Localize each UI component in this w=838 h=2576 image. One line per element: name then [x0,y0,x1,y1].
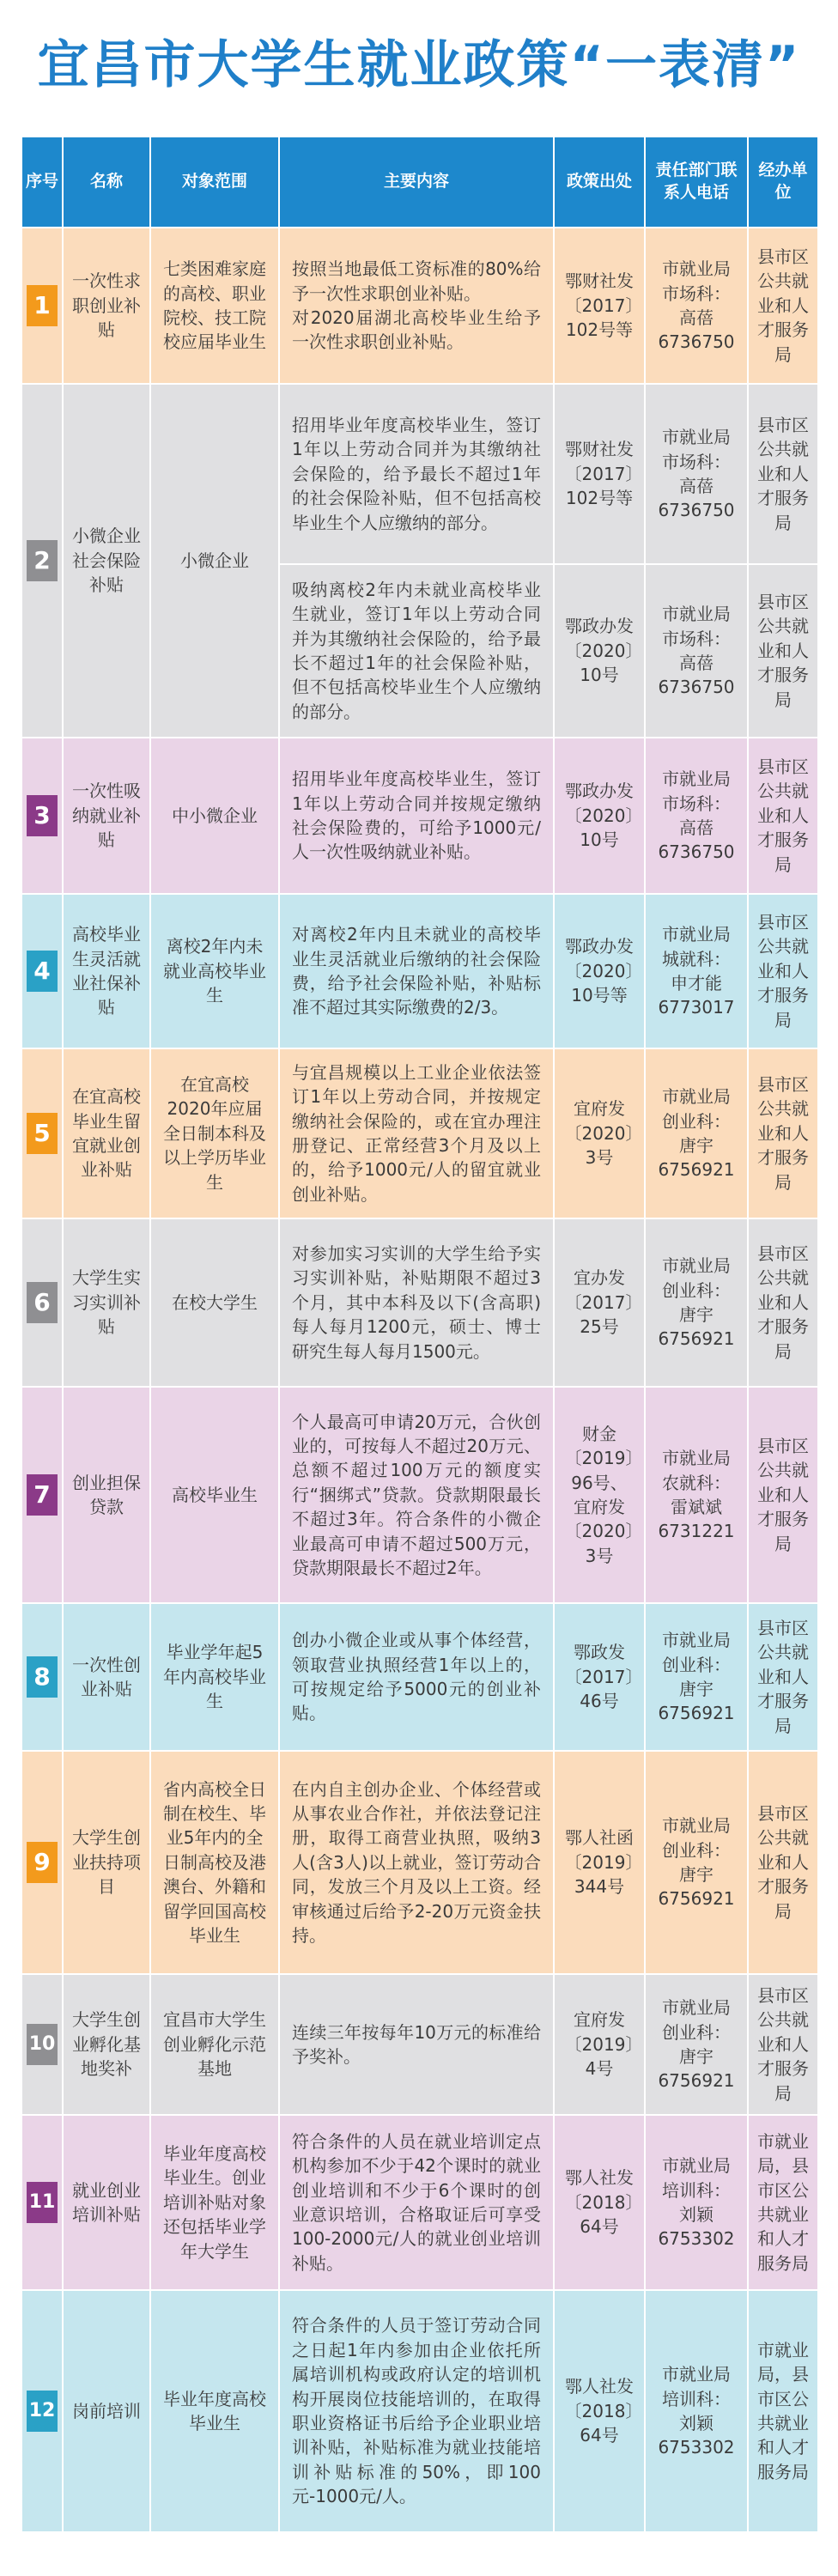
row-number-badge: 3 [27,795,58,836]
table-row [21,1048,818,1218]
header-agency: 经办单位 [748,137,818,228]
table-header-row [21,137,818,228]
policy-source: 鄂政办发〔2020〕10号 [554,564,645,738]
table-row [21,2115,818,2290]
row-number-badge: 9 [27,1842,58,1883]
table-row [21,1603,818,1751]
row-number-badge: 2 [27,540,58,581]
policy-name: 大学生创业孵化基地奖补 [63,1974,150,2115]
policy-name: 一次性创业补贴 [63,1603,150,1751]
row-number-cell [21,1974,63,2115]
policy-scope: 毕业年度高校毕业生 [150,2290,279,2532]
row-number-badge: 7 [27,1474,58,1516]
row-number-cell [21,2115,63,2290]
policy-name: 一次性求职创业补贴 [63,228,150,384]
row-number-cell [21,1387,63,1603]
policy-name: 大学生创业扶持项目 [63,1751,150,1974]
policy-contact: 市就业局创业科：唐宇 6756921 [645,1603,748,1751]
header-scope: 对象范围 [150,137,279,228]
policy-content: 招用毕业年度高校毕业生，签订1年以上劳动合同并为其缴纳社会保险的，给予最长不超过1年的社会保险补贴，但不包括高校毕业生个人应缴纳的部分。 [279,384,554,564]
policy-name: 岗前培训 [63,2290,150,2532]
policy-agency: 县市区公共就业和人才服务局 [748,738,818,894]
policy-scope: 在校大学生 [150,1218,279,1387]
policy-content: 符合条件的人员在就业培训定点机构参加不少于42个课时的就业创业培训和不少于6个课时的创业意识培训，合格取证后可享受100-2000元/人的就业创业培训补贴。 [279,2115,554,2290]
policy-contact: 市就业局市场科：高蓓 6736750 [645,228,748,384]
policy-scope: 高校毕业生 [150,1387,279,1603]
page-title: 宜昌市大学生就业政策“一表清” [37,35,801,95]
policy-agency: 县市区公共就业和人才服务局 [748,1603,818,1751]
policy-name: 小微企业社会保险补贴 [63,384,150,738]
policy-agency: 县市区公共就业和人才服务局 [748,1751,818,1974]
policy-source: 鄂人社发〔2018〕64号 [554,2290,645,2532]
policy-agency: 县市区公共就业和人才服务局 [748,564,818,738]
policy-agency: 市就业局，县市区公共就业和人才服务局 [748,2115,818,2290]
policy-contact: 市就业局创业科：唐宇 6756921 [645,1048,748,1218]
policy-agency: 县市区公共就业和人才服务局 [748,384,818,564]
row-number-cell [21,1751,63,1974]
policy-content: 对离校2年内且未就业的高校毕业生灵活就业后缴纳的社会保险费，给予社会保险补贴，补贴标准不超过其实际缴费的2/3。 [279,894,554,1048]
policy-contact: 市就业局创业科：唐宇 6756921 [645,1751,748,1974]
header-content: 主要内容 [279,137,554,228]
row-number-badge: 8 [27,1656,58,1698]
policy-content: 与宜昌规模以上工业企业依法签订1年以上劳动合同，并按规定缴纳社会保险的，或在宜办理注册登记、正常经营3个月及以上的，给予1000元/人的留宜就业创业补贴。 [279,1048,554,1218]
table-row [21,894,818,1048]
table-row [21,384,818,564]
row-number-badge: 11 [27,2182,58,2223]
policy-table [21,136,819,2533]
policy-agency: 县市区公共就业和人才服务局 [748,1048,818,1218]
policy-contact: 市就业局培训科：刘颖 6753302 [645,2290,748,2532]
policy-contact: 市就业局创业科：唐宇 6756921 [645,1218,748,1387]
policy-name: 创业担保贷款 [63,1387,150,1603]
policy-agency: 县市区公共就业和人才服务局 [748,1387,818,1603]
row-number-cell [21,894,63,1048]
policy-content: 符合条件的人员于签订劳动合同之日起1年内参加由企业依托所属培训机构或政府认定的培训机构开展岗位技能培训的，在取得职业资格证书后给予企业职业培训补贴，补贴标准为就业技能培训补贴标准的50%，即100元-1000元/人。 [279,2290,554,2532]
policy-source: 鄂财社发〔2017〕102号等 [554,228,645,384]
policy-contact: 市就业局培训科：刘颖 6753302 [645,2115,748,2290]
policy-name: 高校毕业生灵活就业社保补贴 [63,894,150,1048]
row-number-cell [21,1048,63,1218]
row-number-badge: 1 [27,285,58,326]
table-row [21,738,818,894]
table-row [21,1218,818,1387]
table-row [21,1974,818,2115]
row-number-cell [21,384,63,738]
policy-scope: 宜昌市大学生创业孵化示范基地 [150,1974,279,2115]
policy-scope: 离校2年内未就业高校毕业生 [150,894,279,1048]
policy-agency: 县市区公共就业和人才服务局 [748,894,818,1048]
row-number-badge: 6 [27,1282,58,1323]
policy-scope: 七类困难家庭的高校、职业院校、技工院校应届毕业生 [150,228,279,384]
policy-contact: 市就业局创业科：唐宇 6756921 [645,1974,748,2115]
policy-contact: 市就业局市场科：高蓓 6736750 [645,738,748,894]
row-number-cell [21,1218,63,1387]
policy-source: 宜府发〔2019〕4号 [554,1974,645,2115]
policy-source: 宜办发〔2017〕25号 [554,1218,645,1387]
policy-scope: 省内高校全日制在校生、毕业5年内的全日制高校及港澳台、外籍和留学回国高校毕业生 [150,1751,279,1974]
policy-content: 按照当地最低工资标准的80%给予一次性求职创业补贴。 对2020届湖北高校毕业生给予一次性求职创业补贴。 [279,228,554,384]
row-number-cell [21,2290,63,2532]
policy-scope: 小微企业 [150,384,279,738]
policy-content: 创办小微企业或从事个体经营，领取营业执照经营1年以上的，可按规定给予5000元的创业补贴。 [279,1603,554,1751]
row-number-badge: 5 [27,1113,58,1154]
policy-content: 对参加实习实训的大学生给予实习实训补贴，补贴期限不超过3个月，其中本科及以下(含高职)每人每月1200元，硕士、博士研究生每人每月1500元。 [279,1218,554,1387]
row-number-badge: 4 [27,951,58,992]
policy-source: 鄂政办发〔2020〕10号等 [554,894,645,1048]
policy-agency: 县市区公共就业和人才服务局 [748,1218,818,1387]
header-source: 政策出处 [554,137,645,228]
table-row [21,1387,818,1603]
policy-content: 招用毕业年度高校毕业生，签订1年以上劳动合同并按规定缴纳社会保险费的，可给予1000元/人一次性吸纳就业补贴。 [279,738,554,894]
policy-agency: 市就业局，县市区公共就业和人才服务局 [748,2290,818,2532]
row-number-cell [21,228,63,384]
policy-scope: 毕业年度高校毕业生。创业培训补贴对象还包括毕业学年大学生 [150,2115,279,2290]
policy-source: 鄂人社发〔2018〕64号 [554,2115,645,2290]
policy-scope: 中小微企业 [150,738,279,894]
row-number-cell [21,1603,63,1751]
policy-source: 鄂政发〔2017〕46号 [554,1603,645,1751]
row-number-badge: 12 [27,2391,58,2432]
policy-contact: 市就业局城就科：申才能 6773017 [645,894,748,1048]
policy-name: 大学生实习实训补贴 [63,1218,150,1387]
policy-content: 吸纳离校2年内未就业高校毕业生就业，签订1年以上劳动合同并为其缴纳社会保险的，给予最长不超过1年的社会保险补贴，但不包括高校毕业生个人应缴纳的部分。 [279,564,554,738]
policy-contact: 市就业局市场科：高蓓 6736750 [645,384,748,564]
row-number-cell [21,738,63,894]
table-row [21,228,818,384]
policy-source: 财金〔2019〕96号、宜府发〔2020〕3号 [554,1387,645,1603]
policy-scope: 毕业学年起5年内高校毕业生 [150,1603,279,1751]
policy-content: 个人最高可申请20万元，合伙创业的，可按每人不超过20万元、总额不超过100万元的额度实行“捆绑式”贷款。贷款期限最长不超过3年。符合条件的小微企业最高可申请不超过500万元，贷款期限最长不超过2年。 [279,1387,554,1603]
row-number-badge: 10 [27,2024,58,2065]
policy-name: 就业创业培训补贴 [63,2115,150,2290]
policy-name: 在宜高校毕业生留宜就业创业补贴 [63,1048,150,1218]
header-name: 名称 [63,137,150,228]
policy-name: 一次性吸纳就业补贴 [63,738,150,894]
policy-content: 连续三年按每年10万元的标准给予奖补。 [279,1974,554,2115]
table-row [21,2290,818,2532]
policy-source: 鄂人社函〔2019〕344号 [554,1751,645,1974]
policy-scope: 在宜高校2020年应届全日制本科及以上学历毕业生 [150,1048,279,1218]
table-row [21,1751,818,1974]
header-seq: 序号 [21,137,63,228]
policy-source: 鄂财社发〔2017〕102号等 [554,384,645,564]
policy-source: 鄂政办发〔2020〕10号 [554,738,645,894]
policy-agency: 县市区公共就业和人才服务局 [748,228,818,384]
policy-content: 在内自主创办企业、个体经营或从事农业合作社，并依法登记注册，取得工商营业执照，吸纳3人(含3人)以上就业，签订劳动合同，发放三个月及以上工资。经审核通过后给予2-20万元资金扶持。 [279,1751,554,1974]
policy-agency: 县市区公共就业和人才服务局 [748,1974,818,2115]
policy-contact: 市就业局市场科：高蓓 6736750 [645,564,748,738]
header-contact: 责任部门联系人电话 [645,137,748,228]
policy-source: 宜府发〔2020〕3号 [554,1048,645,1218]
policy-contact: 市就业局农就科：雷斌斌 6731221 [645,1387,748,1603]
